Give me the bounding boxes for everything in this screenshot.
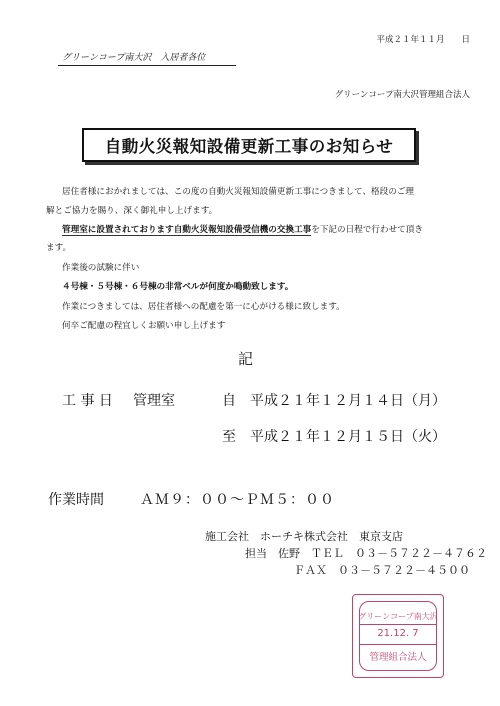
body-line-7: 作業につきましては、居住者様への配慮を第一に心がける様に致します。 (62, 302, 345, 312)
body-line-8: 何卒ご配慮の程宜しくお願い申し上げます (62, 321, 226, 331)
notice-title: 自動火災報知設備更新工事のお知らせ (104, 137, 394, 156)
schedule-to-date: 平成２１年１２月１５日（火） (250, 429, 446, 445)
body-line-1: 居住者様におかれましては、この度の自動火災報知設備更新工事につきまして、格段のご理 (62, 187, 415, 197)
stamp-divider-top (359, 624, 437, 625)
schedule-from-date: 平成２１年１２月１４日（月） (250, 393, 446, 409)
work-hours-label: 作業時間 (48, 492, 104, 508)
contractor-contact: 担当 佐野 ＴＥＬ ０３－５７２２－４７６２ (245, 547, 487, 560)
notice-date: 平成２１年１１月 日 (376, 35, 470, 45)
stamp-bottom-text: 管理組合法人 (369, 652, 427, 663)
body-line-5: 作業後の試験に伴い (62, 263, 140, 273)
issuer: グリーンコープ南大沢管理組合法人 (334, 90, 470, 100)
body-line-2: 解とご協力を賜り、深く御礼申し上げます。 (46, 206, 218, 216)
body-line-6: ４号棟・５号棟・６号棟の非常ベルが何度か鳴動致します。 (62, 282, 294, 292)
stamp-divider-bottom (359, 644, 437, 645)
schedule-to-label: 至 (222, 429, 236, 445)
body-line-4: ます。 (46, 243, 72, 253)
stamp-date: 21.12. 7 (377, 628, 419, 639)
schedule-place: 管理室 (133, 393, 175, 409)
contractor-fax: ＦＡＸ ０３－５７２２－４５００ (294, 564, 470, 577)
body-line-3-rest: を下記の日程で行わせて頂き (311, 225, 423, 235)
recipient-underline (58, 65, 236, 66)
schedule-label: 工 事 日 (62, 393, 113, 409)
contractor-company: 施工会社 ホーチキ株式会社 東京支店 (205, 530, 403, 543)
schedule-from-label: 自 (222, 393, 236, 409)
body-line-3 (62, 224, 423, 236)
recipient: グリーンコープ南大沢 入居者各位 (62, 53, 206, 63)
approval-stamp (352, 594, 444, 678)
work-hours-value: ＡＭ９：００～ＰＭ５：００ (140, 492, 335, 508)
ki-heading: 記 (238, 350, 254, 368)
stamp-top-text: グリーンコープ南大沢 (358, 612, 438, 621)
body-line-3-emphasis: 管理室に設置されております自動火災報知設備受信機の交換工事 (62, 225, 312, 235)
title-box (82, 128, 416, 162)
